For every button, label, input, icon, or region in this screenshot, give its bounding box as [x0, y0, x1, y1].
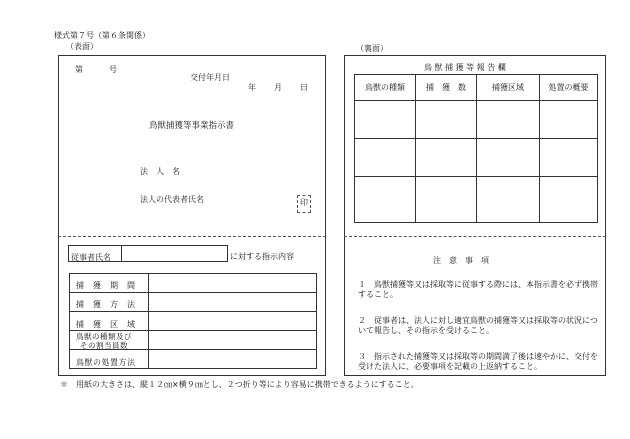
rep-name-label: 法人の代表者氏名 [140, 195, 204, 204]
capture-method-label: 捕 獲 方 法 [76, 300, 136, 309]
month-label: 月 [274, 83, 282, 92]
report-table [354, 74, 598, 223]
disposal-method-label: 鳥獣の処置方法 [76, 358, 136, 367]
col-species-label: 鳥獣の種類 [365, 83, 405, 92]
note-2: ２ 従事者は、法人に対し適宜鳥獣の捕獲等又は採取等の状況について報告し、その指示を受けること。 [358, 316, 598, 335]
notes-title: 注 意 事 項 [433, 256, 489, 265]
col-count-label: 捕 獲 数 [426, 83, 466, 92]
col-species [355, 75, 416, 101]
year-label: 年 [248, 83, 256, 92]
species-label-line2: その割当員数 [80, 341, 128, 350]
issue-date-label: 交付年月日 [190, 73, 230, 82]
col-area-label: 捕獲区域 [492, 83, 524, 92]
footer-note: ＊ 用紙の大きさは、縦１２㎝×横９㎝とし、２つ折り等により容易に携帯できるようにすること。 [60, 380, 419, 389]
capture-period-label: 捕 獲 期 間 [76, 281, 136, 290]
front-label: （表面） [66, 42, 98, 51]
form-title: 様式第７号（第６条関係） [54, 31, 150, 40]
instruction-suffix: に対する指示内容 [230, 252, 294, 261]
front-fold-line [58, 236, 326, 237]
species-label-line1: 鳥獣の種類及び [76, 332, 132, 341]
col-area [477, 75, 540, 101]
note-3: ３ 指示された捕獲等又は採取等の期間満了後は速やかに、交付を受けた法人に、必要事項を記載の上返納すること。 [358, 352, 598, 371]
number-suffix: 号 [109, 65, 117, 74]
worker-name-label: 従事者氏名 [71, 253, 111, 262]
col-summary-label: 処置の概要 [548, 83, 589, 92]
col-count [416, 75, 477, 101]
number-prefix: 第 [75, 65, 83, 74]
col-summary [540, 75, 598, 101]
capture-area-label: 捕 獲 区 域 [76, 320, 136, 329]
report-title: 鳥 獣 捕 獲 等 報 告 欄 [424, 63, 506, 72]
note-1: １ 鳥獣捕獲等又は採取等に従事する際には、本指示書を必ず携帯すること。 [358, 280, 598, 299]
seal-box [297, 195, 311, 213]
corp-name-label: 法 人 名 [140, 167, 180, 176]
day-label: 日 [300, 83, 308, 92]
seal-mark: 印 [300, 198, 308, 207]
back-fold-line [344, 236, 606, 237]
document-title: 鳥獣捕獲等事業指示書 [149, 121, 235, 131]
back-label: （裏面） [356, 44, 388, 53]
